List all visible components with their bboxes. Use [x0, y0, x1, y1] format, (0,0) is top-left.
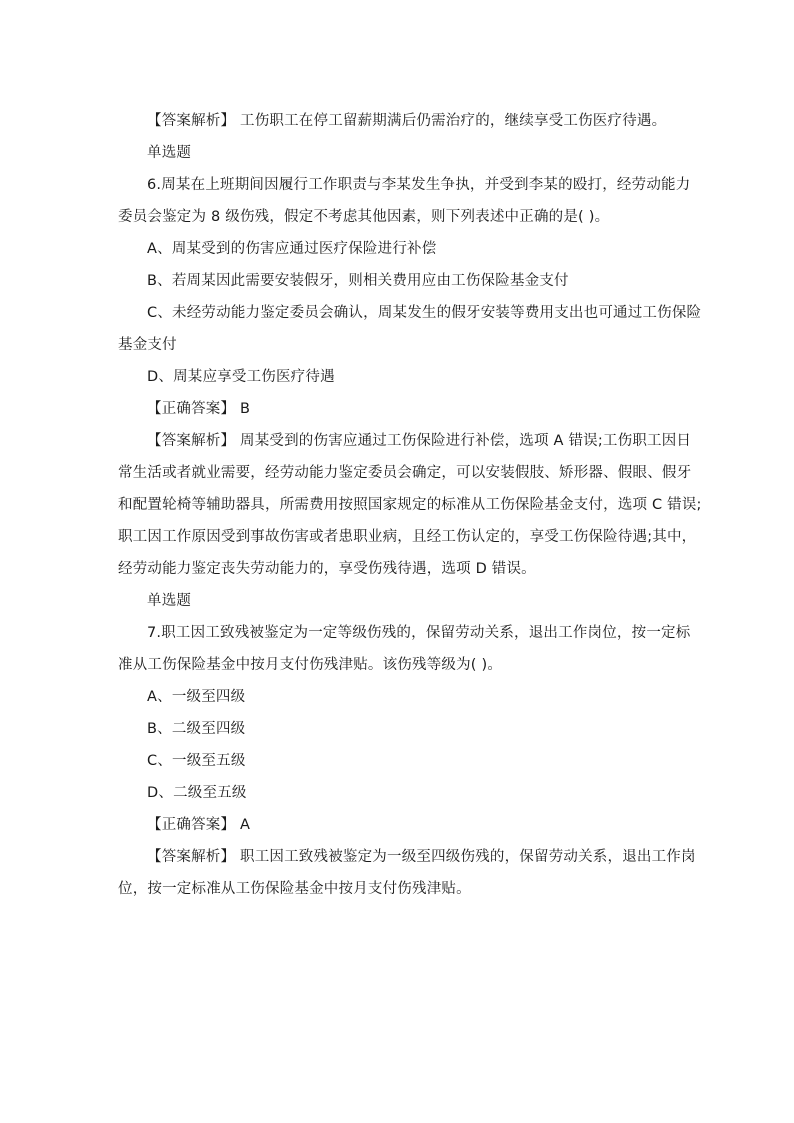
text-line: C、未经劳动能力鉴定委员会确认，周某发生的假牙安装等费用支出也可通过工伤保险 [147, 305, 702, 321]
text-line: 单选题 [147, 145, 192, 161]
text-line: 7.职工因工致残被鉴定为一定等级伤残的，保留劳动关系，退出工作岗位，按一定标 [147, 625, 691, 641]
text-line: 【答案解析】 周某受到的伤害应通过工伤保险进行补偿，选项 A 错误;工伤职工因日 [147, 433, 692, 449]
text-line: B、若周某因此需要安装假牙，则相关费用应由工伤保险基金支付 [147, 273, 569, 289]
text-line: 常生活或者就业需要，经劳动能力鉴定委员会确定，可以安装假肢、矫形器、假眼、假牙 [118, 465, 692, 481]
text-line: 委员会鉴定为 8 级伤残，假定不考虑其他因素，则下列表述中正确的是( )。 [118, 209, 610, 225]
text-line: 单选题 [147, 593, 192, 609]
text-line: 【答案解析】 职工因工致残被鉴定为一级至四级伤残的，保留劳动关系，退出工作岗 [147, 849, 696, 865]
text-line: C、一级至五级 [147, 753, 246, 769]
text-line: A、周某受到的伤害应通过医疗保险进行补偿 [147, 241, 437, 257]
text-line: 和配置轮椅等辅助器具，所需费用按照国家规定的标准从工伤保险基金支付，选项 C 错误; [118, 497, 702, 513]
text-line: 【答案解析】 工伤职工在停工留薪期满后仍需治疗的，继续享受工伤医疗待遇。 [147, 113, 667, 129]
text-line: 基金支付 [118, 337, 177, 353]
text-line: 6.周某在上班期间因履行工作职责与李某发生争执，并受到李某的殴打，经劳动能力 [147, 177, 691, 193]
text-line: 【正确答案】 B [147, 401, 251, 417]
text-line: B、二级至四级 [147, 721, 246, 737]
text-line: 经劳动能力鉴定丧失劳动能力的，享受伤残待遇，选项 D 错误。 [118, 561, 536, 577]
text-line: D、二级至五级 [147, 785, 247, 801]
text-line: 准从工伤保险基金中按月支付伤残津贴。该伤残等级为( )。 [118, 657, 503, 673]
text-line: 位，按一定标准从工伤保险基金中按月支付伤残津贴。 [118, 881, 471, 897]
text-line: D、周某应享受工伤医疗待遇 [147, 369, 335, 385]
text-line: A、一级至四级 [147, 689, 246, 705]
text-line: 职工因工作原因受到事故伤害或者患职业病，且经工伤认定的，享受工伤保险待遇;其中， [118, 529, 697, 545]
text-line: 【正确答案】 A [147, 817, 251, 833]
